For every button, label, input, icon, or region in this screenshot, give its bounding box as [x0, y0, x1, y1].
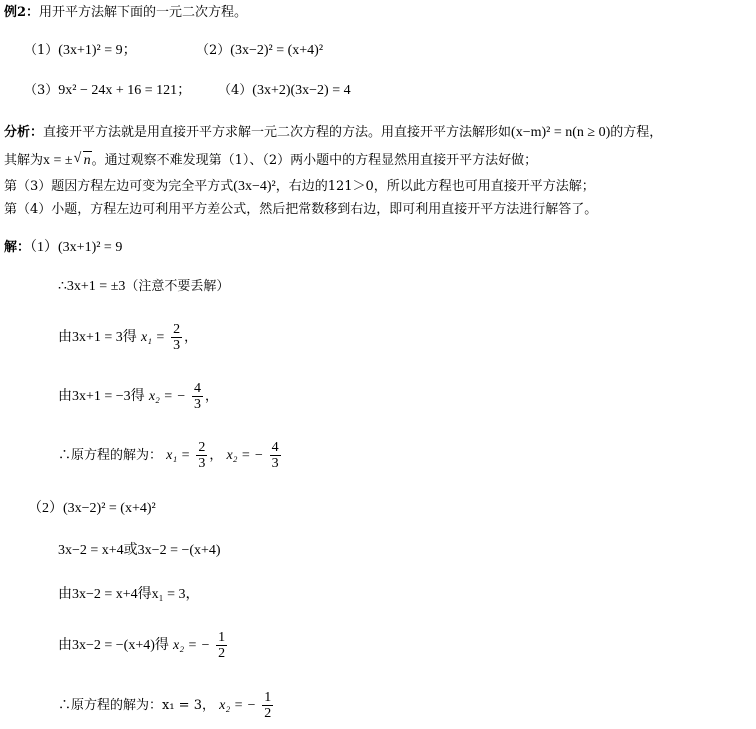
solution-2-step-3 [58, 630, 229, 661]
analysis-line-4-text: 第（4）小题，方程左边可利用平方差公式，然后把常数移到右边，即可利用直接开平方法进行解答了。 [4, 202, 598, 217]
analysis-line-2-text: 其解为 [4, 153, 44, 168]
solution-1-answer-x1: x₁ = [166, 448, 191, 463]
solution-2-step-2-equation: 由3x−2 = x+4得x₁ = 3， [58, 587, 200, 602]
problem-3-equation: 9x² − 24x + 16 = 121； [58, 83, 192, 98]
problem-3-number: （3） [24, 83, 59, 98]
solution-1-step-3-text: 由3x+1 = −3得 [58, 389, 145, 404]
analysis-line-3-tail: ，右边的121＞0，所以此方程也可用直接开平方法解； [275, 179, 595, 194]
analysis-line-3-equation: (3x−4)² [233, 179, 276, 194]
analysis-line-4 [4, 201, 597, 219]
fraction-four-thirds: $\frac{4}{3}$ [193, 381, 201, 412]
analysis-line-1-equation: (x−m)² = n(n ≥ 0) [511, 125, 611, 140]
solution-1-answer-x2: x₂ = − [226, 448, 264, 463]
analysis-line-2-equation: x = ± [43, 153, 73, 168]
solution-2-answer-label: ∴原方程的解为：x₁ = 3， [58, 698, 215, 713]
analysis-line-2-tail: 。通过观察不难发现第（1）、（2）两小题中的方程显然用直接开平方法好做； [91, 153, 538, 168]
problem-2-equation: (3x−2)² = (x+4)² [230, 43, 324, 58]
analysis-line-1-tail: 的方程， [610, 125, 663, 140]
solution-2-answer-x2: x₂ = − [219, 698, 257, 713]
problem-4-equation: (3x+2)(3x−2) = 4 [252, 83, 351, 98]
solution-1-answer-label: ∴原方程的解为： [58, 448, 163, 463]
fraction-answer-half: $\frac{1}{2}$ [264, 690, 272, 721]
example-heading [4, 4, 247, 22]
analysis-line-1-text: 直接开平方法就是用直接开平方求解一元二次方程的方法。用直接开平方法解形如 [43, 125, 512, 140]
analysis-line-3-text: 第（3）题因方程左边可变为完全平方式 [4, 179, 234, 194]
fraction-answer-1: $\frac{2}{3}$ [198, 440, 206, 471]
solution-2-step-2 [58, 586, 199, 604]
solution-1-step-1-equation: ∴3x+1 = ±3 [58, 279, 126, 294]
solution-1-step-2: 由3x+1 = 3得 x₁ = $\frac{2}{3}$ ， [58, 322, 198, 353]
solution-2-head: （2）(3x−2)² = (x+4)² [28, 501, 156, 516]
analysis-line-1 [4, 124, 662, 142]
solution-1-step-1 [58, 278, 229, 296]
analysis-label: 分析： [4, 125, 44, 140]
analysis-line-2 [4, 151, 537, 170]
solution-head-2 [28, 500, 156, 518]
fraction-answer-2: $\frac{4}{3}$ [271, 440, 279, 471]
solution-1-step-2-x: x₁ = [140, 330, 165, 345]
solution-2-step-3-text: 由3x−2 = −(x+4)得 [58, 638, 169, 653]
solution-2-step-1 [58, 542, 221, 560]
problem-row-2 [196, 42, 323, 60]
problem-2-number: （2） [196, 43, 231, 58]
problem-row-1 [24, 42, 137, 60]
solution-1-step-1-note: （注意不要丢解） [125, 279, 230, 294]
analysis-line-3 [4, 178, 595, 196]
solution-2-answer [58, 690, 275, 721]
problem-4-number: （4） [218, 83, 253, 98]
solution-head-1 [4, 239, 122, 257]
problem-row-4 [218, 82, 351, 100]
solution-1-head: （1）(3x+1)² = 9 [30, 240, 123, 255]
solution-2-step-1-equation: 3x−2 = x+4或3x−2 = −(x+4) [58, 543, 221, 558]
solution-label: 解： [4, 240, 31, 255]
solution-1-answer: ∴原方程的解为： x₁ = $\frac{2}{3}$ ， x₂ = − $\frac{4}{3}$ [58, 440, 279, 471]
solution-1-step-3-x: x₂ = − [148, 389, 186, 404]
solution-2-step-3-x: x₂ = − [173, 638, 211, 653]
example-label: 例2： [4, 5, 40, 20]
problem-1-number: （1） [24, 43, 59, 58]
solution-1-step-2-text: 由3x+1 = 3得 [58, 330, 137, 345]
problem-1-equation: (3x+1)² = 9； [58, 43, 137, 58]
example-title: 用开平方法解下面的一元二次方程。 [39, 5, 248, 20]
problem-row-3 [24, 82, 191, 100]
analysis-sqrt-n: √ n [83, 151, 92, 170]
solution-1-step-3: 由3x+1 = −3得 x₂ = − $\frac{4}{3}$ ， [58, 381, 218, 412]
fraction-two-thirds: $\frac{2}{3}$ [173, 322, 181, 353]
fraction-one-half: $\frac{1}{2}$ [218, 630, 226, 661]
